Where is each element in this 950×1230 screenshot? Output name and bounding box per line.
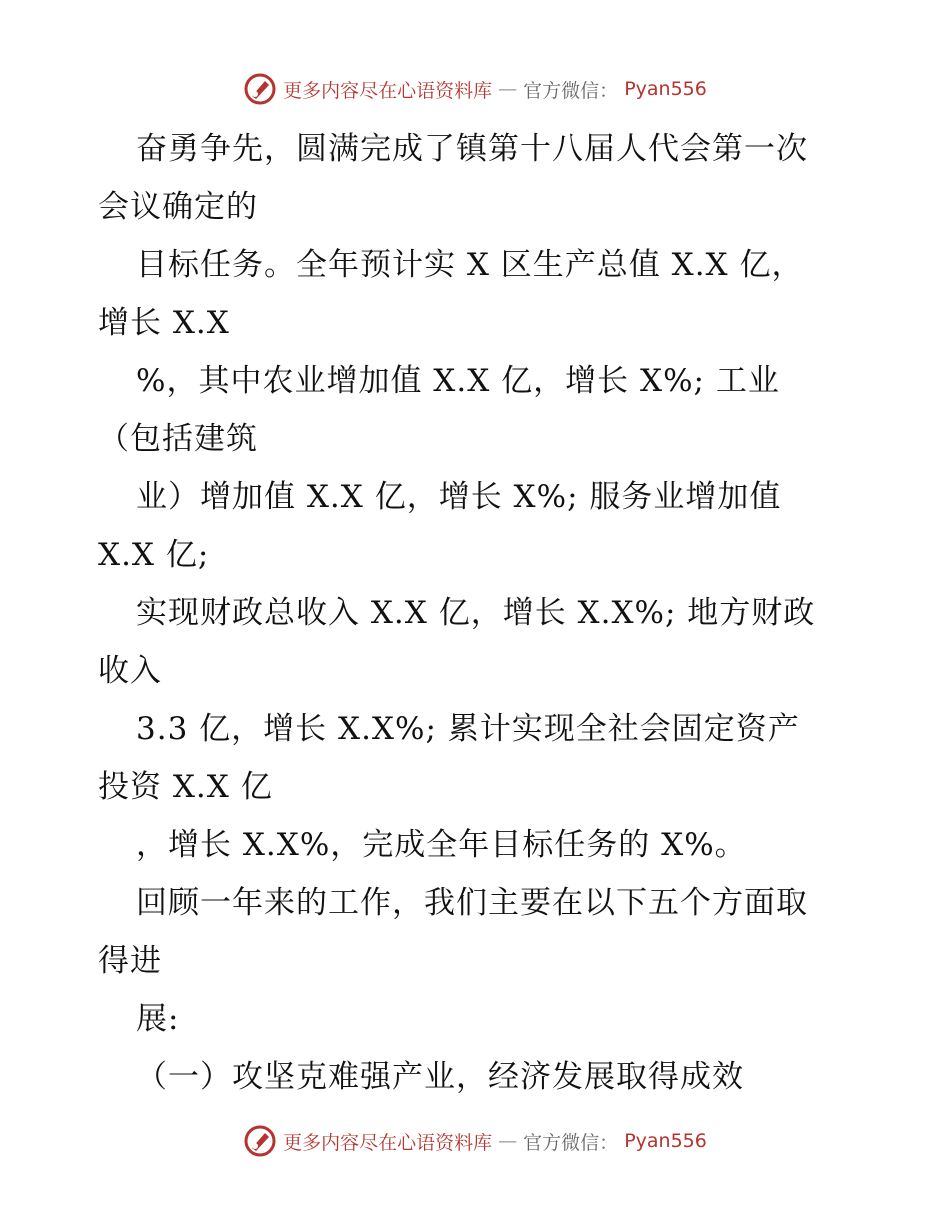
- watermark-separator: —: [498, 78, 518, 100]
- text-line: X.X 亿;: [98, 537, 210, 573]
- text-line: 3.3 亿，增长 X.X%; 累计实现全社会固定资产: [136, 711, 800, 747]
- footer-watermark: [0, 1124, 950, 1158]
- watermark-id: Pyan556: [624, 78, 707, 100]
- text-line: 实现财政总收入 X.X 亿，增长 X.X%; 地方财政: [136, 595, 816, 631]
- brand-logo-icon: [243, 72, 277, 106]
- text-line: 业）增加值 X.X 亿，增长 X%; 服务业增加值: [136, 479, 782, 515]
- text-line: 回顾一年来的工作，我们主要在以下五个方面取: [136, 885, 808, 921]
- brand-logo-icon: [243, 1124, 277, 1158]
- text-line: 奋勇争先，圆满完成了镇第十八届人代会第一次: [136, 131, 808, 167]
- document-body: [98, 120, 868, 1106]
- text-line: 增长 X.X: [98, 305, 230, 341]
- watermark-id: Pyan556: [624, 1130, 707, 1152]
- text-line: ，增长 X.X%，完成全年目标任务的 X%。: [136, 827, 747, 863]
- text-line: 投资 X.X 亿: [98, 769, 273, 805]
- watermark-label: 官方微信：: [523, 79, 619, 102]
- header-watermark: [0, 72, 950, 106]
- watermark-separator: —: [498, 1130, 518, 1152]
- watermark-label: 官方微信：: [523, 1131, 619, 1154]
- text-line: 展:: [136, 1001, 180, 1037]
- text-line: 目标任务。全年预计实 X 区生产总值 X.X 亿，: [136, 247, 804, 283]
- section-heading: （一）攻坚克难强产业，经济发展取得成效: [136, 1059, 744, 1095]
- watermark-brand: 更多内容尽在心语资料库: [283, 1131, 493, 1154]
- text-line: 得进: [98, 943, 162, 979]
- text-line: 会议确定的: [98, 189, 258, 225]
- text-line: 收入: [98, 653, 162, 689]
- text-line: %，其中农业增加值 X.X 亿，增长 X%; 工业: [136, 363, 780, 399]
- watermark-brand: 更多内容尽在心语资料库: [283, 79, 493, 102]
- text-line: （包括建筑: [98, 421, 258, 457]
